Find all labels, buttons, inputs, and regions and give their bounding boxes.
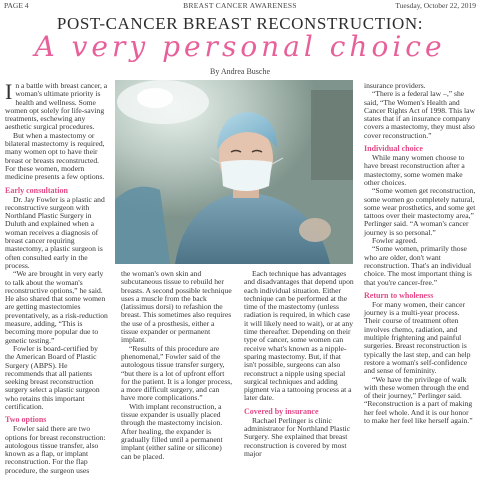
paragraph: “There is a federal law –,” she said, “The Women's Health and Cancer Rights Act of 1998. This law states that if an insurance company covers a mastectomy, they must also cover reconstruction.” (364, 89, 476, 140)
subhead-individual-choice: Individual choice (364, 144, 423, 154)
column-2 (121, 270, 233, 461)
paragraph: For many women, their cancer journey is a multi-year process. Their course of treatment often involves chemo, radiation, and multiple frightening and painful surgeries. Breast reconstruction is typically the last step, and can help restore a woman's self-confidence and sense of femininity. (364, 299, 471, 376)
paragraph: insurance providers. (364, 81, 426, 90)
paragraph: Each technique has advantages and disadvantages that depend upon each individual situation. Either technique can be performed at the time of the mastectomy (unless radiation is required, in which case it will likely need to wait), or at any time thereafter. Depending on their type of cancer, some women can receive what's known as a nipple-sparing mastectomy. But, if that isn't possible, surgeons can also reconstruct a nipple using special surgical techniques and adding pigment via a tattooing process at a later date. (244, 269, 354, 403)
article-photo (115, 80, 353, 264)
page-header (0, 0, 480, 12)
subhead-covered-by-insurance: Covered by insurance (244, 406, 319, 416)
paragraph: Dr. Jay Fowler is a plastic and reconstructive surgeon with Northland Plastic Surgery in Duluth and explained when a woman receives a diagnosis of breast cancer requiring mastectomy, a plastic surgeon is often consulted early in the process. (5, 194, 105, 270)
intro-paragraph: In a battle with breast cancer, a woman's ultimate priority is health and wellness. Some women opt solely for life-saving treatments, eschewing any aesthetic surgical procedures. (5, 79, 108, 132)
paragraph: “Some women get reconstruction, some women go completely natural, some wear prosthetics, and some get tattoos over their mastectomy area,” Perlinger said. “A woman's cancer journey is so personal.” (364, 186, 476, 237)
paragraph: With implant reconstruction, a tissue expander is usually placed through the mastectomy incision. After healing, the expander is gradually filled until a permanent implant (either saline or silicone) can be placed. (121, 401, 223, 461)
column-4 (364, 82, 476, 425)
article-byline: By Andrea Busche (210, 67, 270, 76)
paragraph: “Some women, primarily those who are older, don't want reconstruction. That's an individual choice. The most important thing is that you're cancer-free.” (364, 244, 472, 287)
drop-cap: I (5, 79, 13, 104)
paragraph: But when a mastectomy or bilateral mastectomy is required, many women opt to have their breast or breasts reconstructed. For these women, modern medicine presents a few options. (5, 130, 105, 182)
article-title: POST-CANCER BREAST RECONSTRUCTION: (56, 14, 424, 33)
surgeon-photo-illustration (115, 80, 353, 264)
paragraph: “We are brought in very early to talk about the woman's reconstructive options,” he said. He also shared that some women are getting mastectomies preventatively, as a risk-reduction measure, adding, “This is becoming more popular due to genetic testing.” (5, 269, 108, 345)
issue-date: Tuesday, October 22, 2019 (395, 1, 476, 10)
paragraph: Rachael Perlinger is clinic administrator for Northland Plastic Surgery. She explained that breast reconstruction is covered by most major (244, 415, 351, 458)
column-1 (5, 79, 108, 475)
subhead-two-options: Two options (5, 415, 47, 425)
section-name: BREAST CANCER AWARENESS (183, 1, 297, 10)
column-3 (244, 270, 354, 458)
subhead-early-consultation: Early consultation (5, 185, 68, 195)
page-number: PAGE 4 (4, 1, 29, 10)
paragraph: Fowler agreed. (372, 236, 418, 246)
subhead-return-to-wholeness: Return to wholeness (364, 290, 434, 300)
paragraph: “Results of this procedure are phenomenal,” Fowler said of the autologous tissue transfer surgery, “but there is a lot of upfront effort for the patient. It is a longer process, a more difficult surgery, and can have more complications.” (121, 343, 233, 403)
paragraph: Fowler said there are two options for breast reconstruction: autologous tissue transfer, also known as a flap, or implant reconstruction. For the flap procedure, the surgeon uses (5, 424, 106, 475)
paragraph: Fowler is board-certified by the American Board of Plastic Surgery (ABPS). He recommends that all patients seeking breast reconstruction surgery select a plastic surgeon who retains this important certification. (5, 343, 100, 411)
paragraph: While many women choose to have breast reconstruction after a mastectomy, some women make other choices. (364, 153, 465, 187)
paragraph: “We have the privilege of walk with these women through the end of their journey,” Perlinger said. “Reconstruction is a part of making her feel whole. And it is our honor to make her feel like herself again.” (364, 374, 473, 425)
article-subtitle: A very personal choice (34, 30, 446, 63)
paragraph: the woman's own skin and subcutaneous tissue to rebuild her breasts. A second possible technique uses a muscle from the back (latissimus dorsi) to refashion the breast. This sometimes also requires the use of a prosthesis, either a tissue expander or permanent implant. (121, 269, 232, 345)
